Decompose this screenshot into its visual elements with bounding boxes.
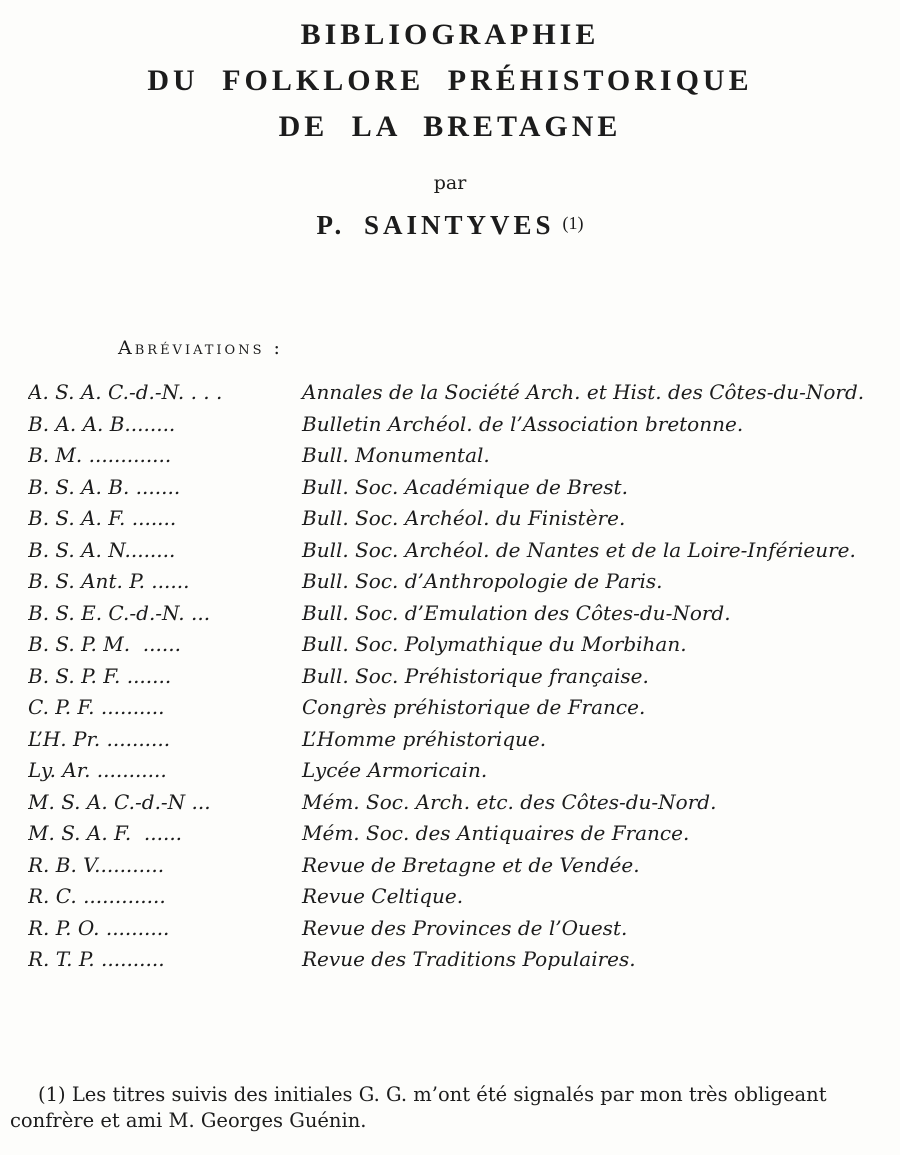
abbreviation-key: B. S. E. C.-d.-N. ...	[28, 600, 211, 625]
abbreviation-key: B. S. A. F. .......	[28, 506, 177, 530]
abbreviations-heading: Abréviations :	[118, 337, 283, 359]
abbreviation-row	[28, 881, 890, 913]
abbreviation-key: Ly. Ar. ...........	[28, 758, 167, 782]
abbreviation-row	[28, 629, 890, 661]
abbreviation-key: A. S. A. C.-d.-N. . . .	[28, 380, 223, 404]
abbreviation-key: B. S. Ant. P. ......	[28, 569, 190, 593]
abbreviation-expansion: Congrès préhistorique de France.	[302, 695, 646, 719]
footnote: (1) Les titres suivis des initiales G. G. m’ont été signalés par mon très obligeant confrère et ami M. Georges Guénin.	[10, 1083, 827, 1132]
abbreviations-list	[28, 377, 890, 976]
abbreviation-key: M. S. A. F. ......	[28, 821, 183, 845]
abbreviation-key: L’H. Pr. ..........	[28, 726, 171, 751]
abbreviation-key: R. C. .............	[28, 884, 166, 908]
abbreviation-row	[28, 944, 890, 976]
abbreviation-expansion: Bull. Soc. Archéol. de Nantes et de la Loire-Inférieure.	[302, 537, 856, 562]
abbreviation-expansion: Lycée Armoricain.	[302, 758, 488, 782]
byline: par	[433, 172, 467, 194]
abbreviation-expansion: Bulletin Archéol. de l’Association bretonne.	[302, 411, 744, 436]
abbreviation-key: B. S. A. N........	[28, 537, 176, 562]
abbreviation-expansion: Mém. Soc. des Antiquaires de France.	[302, 821, 690, 845]
abbreviation-row	[28, 818, 890, 850]
abbreviation-row	[28, 661, 890, 693]
abbreviation-expansion: Bull. Monumental.	[302, 443, 490, 467]
page-title-line-3: DE LA BRETAGNE	[278, 110, 622, 143]
abbreviation-expansion: Bull. Soc. d’Emulation des Côtes-du-Nord.	[302, 600, 731, 625]
abbreviation-expansion: Bull. Soc. Polymathique du Morbihan.	[302, 632, 687, 656]
abbreviation-expansion: Annales de la Société Arch. et Hist. des Côtes-du-Nord.	[302, 380, 865, 404]
abbreviation-expansion: Revue Celtique.	[302, 884, 464, 908]
abbreviation-row	[28, 850, 890, 882]
abbreviation-key: B. S. P. F. .......	[28, 663, 172, 688]
abbreviation-row	[28, 598, 890, 630]
abbreviation-row	[28, 692, 890, 724]
abbreviation-row	[28, 503, 890, 535]
abbreviation-expansion: Revue des Provinces de l’Ouest.	[302, 915, 628, 940]
abbreviation-row	[28, 472, 890, 504]
author-name: P. SAINTYVES	[316, 210, 555, 240]
abbreviation-row	[28, 535, 890, 567]
abbreviation-expansion: Revue de Bretagne et de Vendée.	[302, 852, 640, 877]
abbreviation-expansion: Bull. Soc. Académique de Brest.	[302, 474, 628, 499]
abbreviation-expansion: Mém. Soc. Arch. etc. des Côtes-du-Nord.	[302, 789, 717, 814]
abbreviation-key: R. P. O. ..........	[28, 915, 170, 940]
abbreviation-key: B. S. P. M. ......	[28, 632, 181, 656]
abbreviation-expansion: Bull. Soc. Préhistorique française.	[302, 663, 649, 688]
abbreviation-row	[28, 913, 890, 945]
page-title-line-2: DU FOLKLORE PRÉHISTORIQUE	[147, 64, 753, 97]
author-footnote-ref: (1)	[562, 213, 584, 233]
abbreviation-row	[28, 724, 890, 756]
abbreviation-key: C. P. F. ..........	[28, 695, 165, 719]
abbreviation-expansion: L’Homme préhistorique.	[302, 726, 547, 751]
abbreviation-key: M. S. A. C.-d.-N ...	[28, 789, 211, 814]
abbreviation-expansion: Bull. Soc. Archéol. du Finistère.	[302, 506, 626, 530]
abbreviation-row	[28, 409, 890, 441]
page-title-line-1: BIBLIOGRAPHIE	[300, 18, 600, 51]
abbreviation-expansion: Revue des Traditions Populaires.	[302, 947, 636, 971]
author-line	[0, 210, 900, 241]
abbreviation-expansion: Bull. Soc. d’Anthropologie de Paris.	[302, 569, 663, 593]
abbreviation-row	[28, 755, 890, 787]
page-title	[0, 12, 900, 150]
abbreviation-row	[28, 440, 890, 472]
abbreviation-key: B. A. A. B........	[28, 411, 176, 436]
abbreviation-key: R. B. V...........	[28, 852, 165, 877]
abbreviation-row	[28, 787, 890, 819]
abbreviation-key: B. M. .............	[28, 443, 172, 467]
abbreviation-row	[28, 566, 890, 598]
abbreviation-key: B. S. A. B. .......	[28, 474, 181, 499]
abbreviation-key: R. T. P. ..........	[28, 947, 165, 971]
abbreviation-row	[28, 377, 890, 409]
